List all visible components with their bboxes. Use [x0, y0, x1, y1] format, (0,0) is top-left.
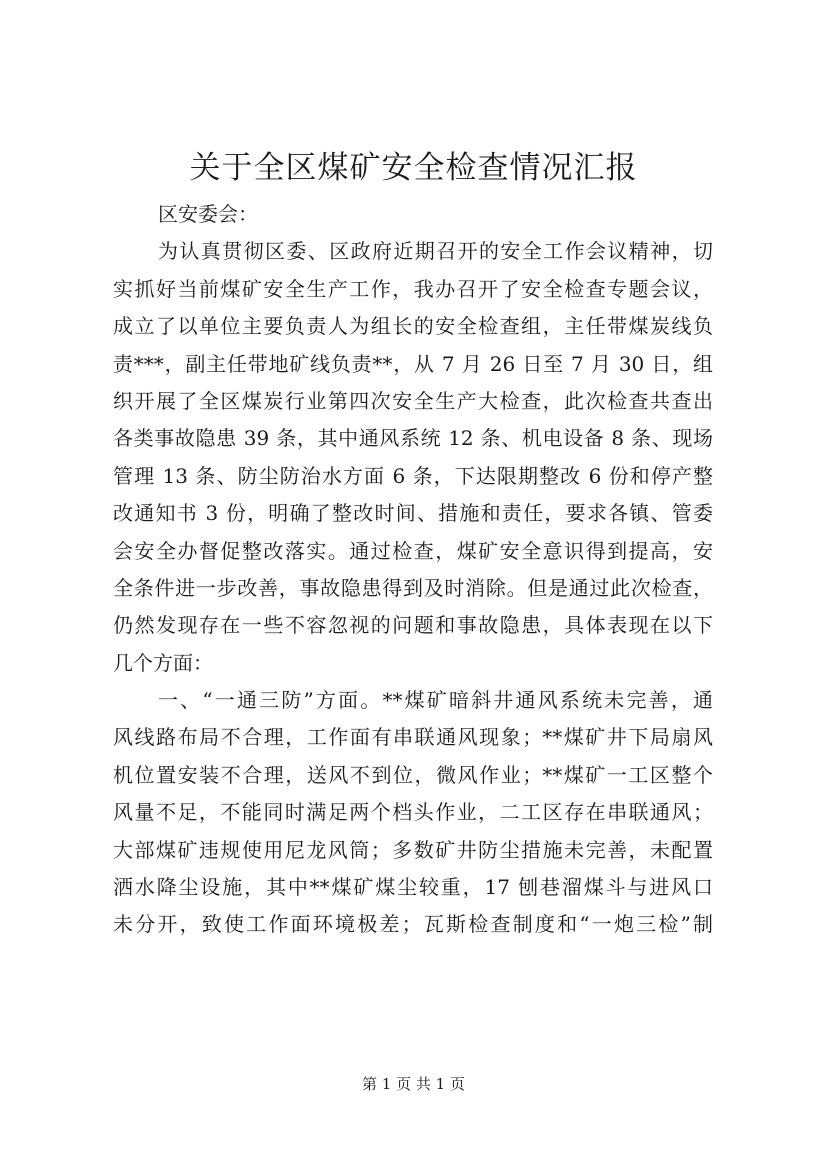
paragraph-line: 全条件进一步改善，事故隐患得到及时消除。但是通过此次检查， — [113, 575, 713, 600]
paragraph-line: 成立了以单位主要负责人为组长的安全检查组，主任带煤炭线负 — [113, 314, 713, 339]
page-footer: 第 1 页 共 1 页 — [362, 1075, 465, 1093]
paragraph-line: 各类事故隐患 39 条，其中通风系统 12 条、机电设备 8 条、现场 — [113, 426, 713, 451]
paragraph-line: 风量不足，不能同时满足两个档头作业，二工区存在串联通风； — [113, 800, 713, 825]
paragraph-line: 改通知书 3 份，明确了整改时间、措施和责任，要求各镇、管委 — [113, 501, 713, 526]
paragraph-line: 会安全办督促整改落实。通过检查，煤矿安全意识得到提高，安 — [113, 538, 713, 563]
salutation-line: 区安委会： — [158, 202, 258, 226]
paragraph-line: 大部煤矿违规使用尼龙风筒；多数矿井防尘措施未完善，未配置 — [113, 837, 713, 862]
paragraph-line: 风线路布局不合理，工作面有串联通风现象；**煤矿井下局扇风 — [113, 725, 713, 750]
paragraph-line: 洒水降尘设施，其中**煤矿煤尘较重，17 刨巷溜煤斗与进风口 — [113, 875, 713, 900]
paragraph-line: 实抓好当前煤矿安全生产工作，我办召开了安全检查专题会议， — [113, 276, 713, 301]
paragraph-line: 几个方面： — [113, 650, 213, 675]
document-title: 关于全区煤矿安全检查情况汇报 — [189, 150, 638, 186]
paragraph-line: 织开展了全区煤炭行业第四次安全生产大检查，此次检查共查出 — [113, 388, 713, 413]
paragraph-line: 管理 13 条、防尘防治水方面 6 条，下达限期整改 6 份和停产整 — [113, 463, 713, 488]
paragraph-line: 责***，副主任带地矿线负责**，从 7 月 26 日至 7 月 30 日，组 — [113, 351, 713, 376]
paragraph-line: 仍然发现存在一些不容忽视的问题和事故隐患，具体表现在以下 — [113, 613, 713, 638]
document-body — [113, 196, 713, 944]
paragraph-line: 未分开，致使工作面环境极差；瓦斯检查制度和“一炮三检”制 — [113, 912, 713, 937]
section-heading-line: 一、“一通三防”方面。**煤矿暗斜井通风系统未完善，通 — [158, 688, 713, 713]
paragraph-line: 为认真贯彻区委、区政府近期召开的安全工作会议精神，切 — [158, 239, 713, 264]
paragraph-line: 机位置安装不合理，送风不到位，微风作业；**煤矿一工区整个 — [113, 762, 713, 787]
